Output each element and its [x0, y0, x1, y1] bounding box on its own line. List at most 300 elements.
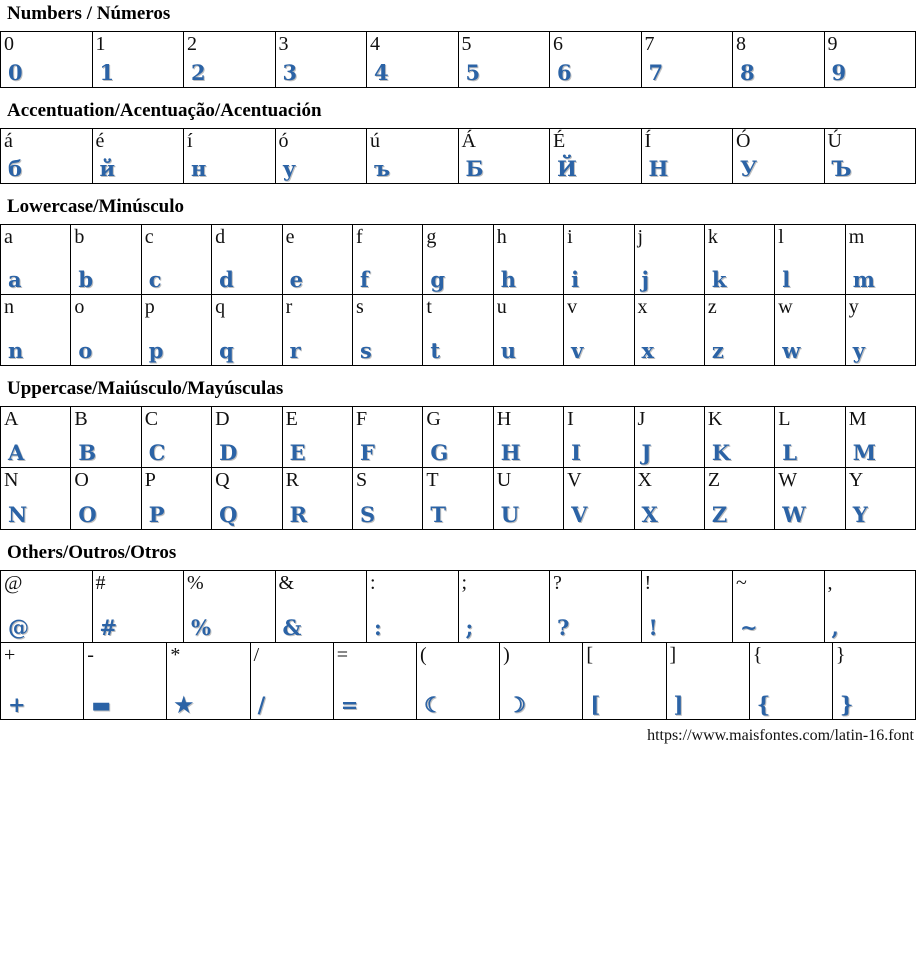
font-specimen-page: [0, 3, 916, 745]
font-glyph: ~: [740, 617, 758, 638]
char-cell: [458, 128, 551, 184]
font-glyph: A: [8, 442, 24, 463]
font-glyph: !: [649, 617, 658, 638]
source-char: h: [497, 225, 507, 249]
char-cell: [366, 31, 459, 88]
font-glyph: W: [782, 504, 806, 525]
font-glyph: n: [8, 340, 23, 361]
font-glyph: r: [290, 340, 301, 361]
section-title: Numbers / Números: [7, 3, 916, 25]
char-cell: [732, 128, 825, 184]
section-title: Others/Outros/Otros: [7, 542, 916, 564]
font-glyph: ]: [674, 694, 684, 715]
font-glyph: ?: [557, 617, 569, 638]
source-char: L: [778, 407, 790, 431]
source-char: É: [553, 129, 565, 153]
font-glyph: h: [501, 269, 516, 290]
char-cell: [563, 406, 634, 468]
source-char: ,: [828, 571, 833, 595]
source-char: c: [145, 225, 154, 249]
char-cell: [422, 294, 493, 366]
font-glyph: 2: [191, 62, 206, 83]
char-cell: [422, 406, 493, 468]
source-char: S: [356, 468, 367, 492]
font-glyph: w: [782, 340, 800, 361]
char-cell: [0, 128, 93, 184]
font-glyph: D: [219, 442, 237, 463]
char-cell: [732, 570, 825, 643]
source-char: +: [4, 643, 15, 667]
char-cell: [641, 31, 734, 88]
char-cell: [549, 31, 642, 88]
font-glyph: ☾: [424, 694, 443, 715]
char-cell: [774, 224, 845, 295]
font-glyph: X: [642, 504, 658, 525]
source-char: =: [337, 643, 348, 667]
font-glyph: R: [290, 504, 307, 525]
char-cell: [845, 294, 916, 366]
char-cell: [183, 570, 276, 643]
source-char: V: [567, 468, 581, 492]
char-cell: [0, 642, 84, 720]
font-glyph: :: [374, 617, 382, 638]
font-glyph: ;: [466, 617, 474, 638]
font-glyph: б: [8, 158, 22, 179]
char-cell: [352, 406, 423, 468]
source-char: á: [4, 129, 13, 153]
font-glyph: E: [290, 442, 306, 463]
font-glyph: Й: [557, 158, 577, 179]
source-char: 1: [96, 32, 106, 56]
font-glyph: e: [290, 269, 303, 290]
source-char: 3: [279, 32, 289, 56]
source-char: N: [4, 468, 18, 492]
font-glyph: b: [78, 269, 93, 290]
source-char: %: [187, 571, 204, 595]
char-cell: [92, 128, 185, 184]
source-char: 8: [736, 32, 746, 56]
char-cell: [774, 406, 845, 468]
char-cell: [704, 406, 775, 468]
font-glyph: q: [219, 340, 234, 361]
source-char: 7: [645, 32, 655, 56]
char-cell: [493, 406, 564, 468]
font-glyph: =: [341, 694, 359, 715]
char-cell: [458, 570, 551, 643]
font-glyph: Z: [712, 504, 727, 525]
char-cell: [0, 467, 71, 530]
char-cell: [749, 642, 833, 720]
footer-url: https://www.maisfontes.com/latin-16.font: [0, 726, 914, 745]
source-char: U: [497, 468, 511, 492]
char-cell: [845, 224, 916, 295]
char-cell: [183, 128, 276, 184]
char-cell: [211, 467, 282, 530]
char-cell: [211, 294, 282, 366]
font-glyph: 8: [740, 62, 755, 83]
char-cell: [634, 406, 705, 468]
source-char: 9: [828, 32, 838, 56]
source-char: C: [145, 407, 158, 431]
source-char: r: [286, 295, 293, 319]
source-char: 5: [462, 32, 472, 56]
source-char: w: [778, 295, 792, 319]
font-glyph: s: [360, 340, 372, 361]
source-char: n: [4, 295, 14, 319]
char-cell: [0, 406, 71, 468]
font-glyph: L: [782, 442, 797, 463]
char-cell: [563, 224, 634, 295]
source-char: ): [503, 643, 510, 667]
font-glyph: н: [191, 158, 206, 179]
source-char: é: [96, 129, 105, 153]
source-char: x: [638, 295, 648, 319]
char-cell: [0, 570, 93, 643]
source-char: G: [426, 407, 440, 431]
source-char: #: [96, 571, 106, 595]
font-glyph: у: [283, 158, 296, 179]
glyph-table: [0, 31, 916, 88]
source-char: E: [286, 407, 298, 431]
source-char: a: [4, 225, 13, 249]
char-cell: [70, 467, 141, 530]
char-cell: [0, 31, 93, 88]
section-title: Lowercase/Minúsculo: [7, 196, 916, 218]
char-cell: [211, 224, 282, 295]
char-cell: [366, 570, 459, 643]
font-glyph: a: [8, 269, 22, 290]
source-char: R: [286, 468, 299, 492]
source-char: ~: [736, 571, 747, 595]
source-char: Ú: [828, 129, 842, 153]
section-lowercase: [0, 196, 916, 366]
char-cell: [333, 642, 417, 720]
source-char: Q: [215, 468, 229, 492]
char-cell: [499, 642, 583, 720]
char-cell: [70, 294, 141, 366]
source-char: H: [497, 407, 511, 431]
char-cell: [774, 467, 845, 530]
source-char: q: [215, 295, 225, 319]
source-char: I: [567, 407, 574, 431]
char-cell: [0, 294, 71, 366]
source-char: j: [638, 225, 644, 249]
source-char: u: [497, 295, 507, 319]
char-cell: [563, 294, 634, 366]
source-char: Y: [849, 468, 863, 492]
source-char: @: [4, 571, 22, 595]
font-glyph: o: [78, 340, 92, 361]
source-char: &: [279, 571, 295, 595]
glyph-row: [0, 642, 916, 720]
glyph-row: [0, 294, 916, 366]
source-char: :: [370, 571, 376, 595]
font-glyph: y: [853, 340, 865, 361]
source-char: ;: [462, 571, 468, 595]
source-char: e: [286, 225, 295, 249]
font-glyph: N: [8, 504, 27, 525]
font-glyph: 1: [100, 62, 115, 83]
source-char: ó: [279, 129, 289, 153]
source-char: 6: [553, 32, 563, 56]
source-char: (: [420, 643, 427, 667]
font-glyph: /: [258, 694, 266, 715]
char-cell: [704, 224, 775, 295]
font-glyph: 4: [374, 62, 389, 83]
font-glyph: У: [740, 158, 757, 179]
source-char: d: [215, 225, 225, 249]
font-glyph: u: [501, 340, 516, 361]
source-char: p: [145, 295, 155, 319]
font-glyph: Н: [649, 158, 669, 179]
glyph-row: [0, 406, 916, 468]
font-glyph: Ъ: [832, 158, 852, 179]
source-char: X: [638, 468, 652, 492]
char-cell: [282, 294, 353, 366]
font-glyph: &: [283, 617, 302, 638]
font-glyph: #: [100, 617, 118, 638]
font-glyph: +: [8, 694, 26, 715]
char-cell: [634, 224, 705, 295]
font-glyph: }: [840, 694, 854, 715]
section-numbers: [0, 3, 916, 88]
source-char: *: [170, 643, 180, 667]
glyph-row: [0, 128, 916, 184]
char-cell: [141, 406, 212, 468]
char-cell: [422, 224, 493, 295]
source-char: [: [586, 643, 593, 667]
source-char: Í: [645, 129, 652, 153]
char-cell: [549, 570, 642, 643]
source-char: O: [74, 468, 88, 492]
char-cell: [704, 294, 775, 366]
glyph-table: [0, 224, 916, 366]
glyph-table: [0, 128, 916, 184]
source-char: ]: [670, 643, 677, 667]
source-char: 2: [187, 32, 197, 56]
char-cell: [92, 570, 185, 643]
font-glyph: G: [430, 442, 448, 463]
font-glyph: V: [571, 504, 587, 525]
font-glyph: m: [853, 269, 875, 290]
char-cell: [563, 467, 634, 530]
char-cell: [493, 294, 564, 366]
char-cell: [832, 642, 916, 720]
source-char: m: [849, 225, 865, 249]
font-glyph: 3: [283, 62, 298, 83]
source-char: í: [187, 129, 193, 153]
char-cell: [845, 467, 916, 530]
font-glyph: ★: [174, 694, 193, 715]
source-char: v: [567, 295, 577, 319]
font-glyph: c: [149, 269, 162, 290]
source-char: Z: [708, 468, 720, 492]
source-char: 0: [4, 32, 14, 56]
source-char: P: [145, 468, 156, 492]
char-cell: [493, 467, 564, 530]
font-glyph: {: [757, 694, 771, 715]
source-char: z: [708, 295, 717, 319]
source-char: b: [74, 225, 84, 249]
source-char: i: [567, 225, 573, 249]
font-glyph: F: [360, 442, 375, 463]
section-title: Uppercase/Maiúsculo/Mayúsculas: [7, 378, 916, 400]
source-char: 4: [370, 32, 380, 56]
font-glyph: P: [149, 504, 165, 525]
font-glyph: й: [100, 158, 116, 179]
source-char: }: [836, 643, 846, 667]
char-cell: [416, 642, 500, 720]
font-glyph: k: [712, 269, 727, 290]
source-char: Ó: [736, 129, 750, 153]
char-cell: [732, 31, 825, 88]
font-glyph: @: [8, 617, 29, 638]
source-char: ú: [370, 129, 380, 153]
char-cell: [774, 294, 845, 366]
font-glyph: d: [219, 269, 234, 290]
font-glyph: M: [853, 442, 876, 463]
font-glyph: l: [782, 269, 790, 290]
font-glyph: ,: [832, 617, 839, 638]
glyph-table: [0, 570, 916, 720]
char-cell: [352, 467, 423, 530]
source-char: B: [74, 407, 87, 431]
source-char: k: [708, 225, 718, 249]
source-char: T: [426, 468, 438, 492]
glyph-row: [0, 467, 916, 530]
font-glyph: j: [642, 269, 650, 290]
font-glyph: J: [642, 442, 652, 463]
source-char: s: [356, 295, 364, 319]
section-others: [0, 542, 916, 720]
font-glyph: v: [571, 340, 583, 361]
source-char: o: [74, 295, 84, 319]
font-glyph: 5: [466, 62, 481, 83]
char-cell: [422, 467, 493, 530]
char-cell: [250, 642, 334, 720]
char-cell: [141, 294, 212, 366]
font-glyph: ъ: [374, 158, 390, 179]
char-cell: [141, 467, 212, 530]
font-glyph: Q: [219, 504, 237, 525]
char-cell: [275, 31, 368, 88]
font-glyph: x: [642, 340, 655, 361]
source-char: f: [356, 225, 363, 249]
char-cell: [0, 224, 71, 295]
font-glyph: [: [590, 694, 600, 715]
source-char: A: [4, 407, 18, 431]
char-cell: [92, 31, 185, 88]
char-cell: [641, 570, 734, 643]
font-glyph: Б: [466, 158, 484, 179]
font-glyph: O: [78, 504, 96, 525]
font-glyph: B: [78, 442, 96, 463]
source-char: J: [638, 407, 646, 431]
font-glyph: T: [430, 504, 446, 525]
char-cell: [366, 128, 459, 184]
font-glyph: K: [712, 442, 730, 463]
font-glyph: 7: [649, 62, 664, 83]
source-char: Á: [462, 129, 476, 153]
char-cell: [83, 642, 167, 720]
char-cell: [275, 570, 368, 643]
char-cell: [282, 406, 353, 468]
font-glyph: I: [571, 442, 581, 463]
char-cell: [641, 128, 734, 184]
font-glyph: U: [501, 504, 519, 525]
char-cell: [282, 224, 353, 295]
char-cell: [824, 31, 916, 88]
font-glyph: ☽: [507, 694, 526, 715]
font-glyph: 9: [832, 62, 847, 83]
glyph-table: [0, 406, 916, 530]
source-char: ?: [553, 571, 562, 595]
char-cell: [458, 31, 551, 88]
char-cell: [352, 294, 423, 366]
section-uppercase: [0, 378, 916, 530]
font-glyph: S: [360, 504, 375, 525]
source-char: {: [753, 643, 763, 667]
font-glyph: z: [712, 340, 724, 361]
font-glyph: 0: [8, 62, 23, 83]
char-cell: [211, 406, 282, 468]
char-cell: [845, 406, 916, 468]
font-glyph: Y: [853, 504, 868, 525]
font-glyph: 6: [557, 62, 572, 83]
source-char: K: [708, 407, 722, 431]
font-glyph: ▬: [91, 694, 111, 715]
source-char: l: [778, 225, 784, 249]
section-accentuation: [0, 100, 916, 184]
char-cell: [824, 128, 916, 184]
char-cell: [282, 467, 353, 530]
char-cell: [582, 642, 666, 720]
source-char: F: [356, 407, 367, 431]
source-char: t: [426, 295, 432, 319]
font-glyph: f: [360, 269, 369, 290]
glyph-row: [0, 224, 916, 295]
source-char: M: [849, 407, 867, 431]
char-cell: [634, 467, 705, 530]
font-glyph: p: [149, 340, 164, 361]
char-cell: [141, 224, 212, 295]
char-cell: [275, 128, 368, 184]
char-cell: [704, 467, 775, 530]
char-cell: [183, 31, 276, 88]
char-cell: [166, 642, 250, 720]
font-glyph: g: [430, 269, 445, 290]
char-cell: [70, 406, 141, 468]
source-char: !: [645, 571, 652, 595]
char-cell: [493, 224, 564, 295]
section-title: Accentuation/Acentuação/Acentuación: [7, 100, 916, 122]
char-cell: [824, 570, 916, 643]
char-cell: [666, 642, 750, 720]
font-glyph: i: [571, 269, 579, 290]
char-cell: [70, 224, 141, 295]
glyph-row: [0, 31, 916, 88]
source-char: /: [254, 643, 260, 667]
source-char: g: [426, 225, 436, 249]
glyph-row: [0, 570, 916, 643]
char-cell: [549, 128, 642, 184]
source-char: D: [215, 407, 229, 431]
font-glyph: C: [149, 442, 166, 463]
font-glyph: %: [191, 617, 211, 638]
char-cell: [634, 294, 705, 366]
font-glyph: H: [501, 442, 521, 463]
source-char: y: [849, 295, 859, 319]
